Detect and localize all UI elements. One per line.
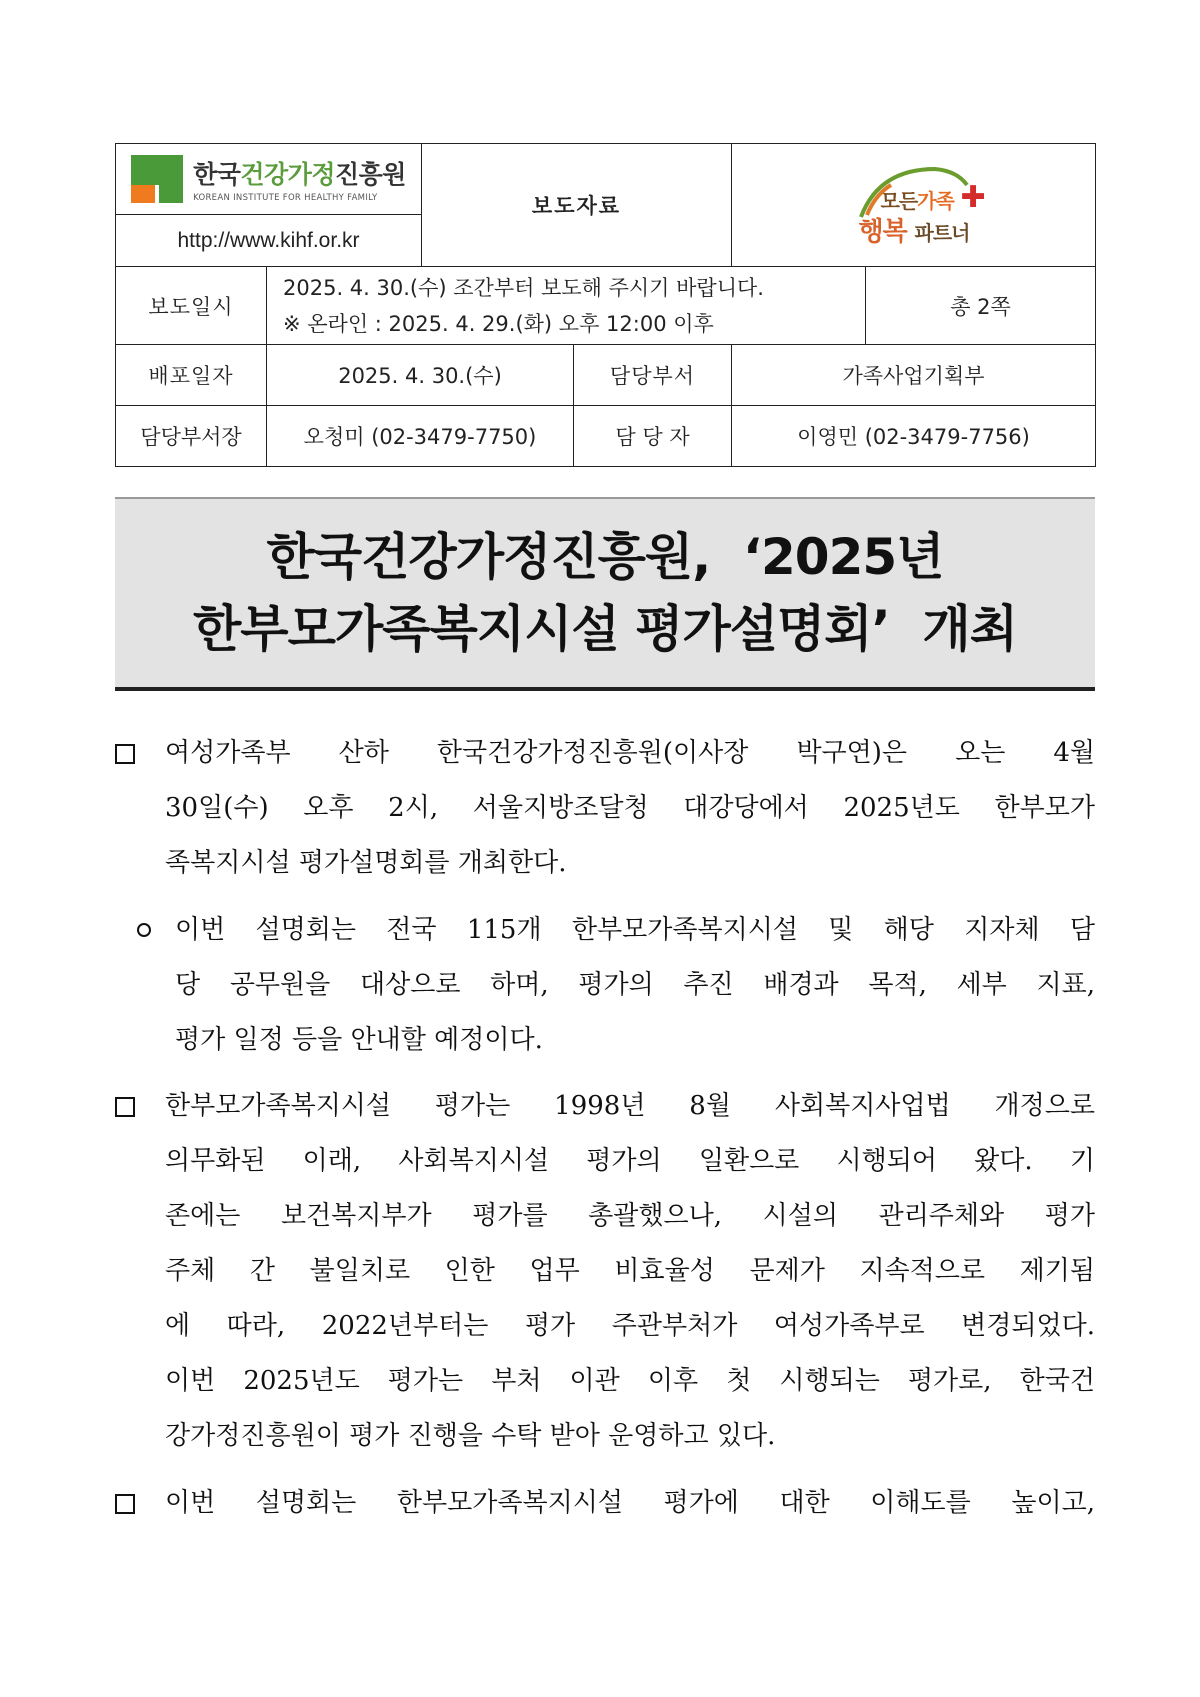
square-bullet-icon <box>115 1097 135 1117</box>
dept-head-value: 오청미 (02-3479-7750) <box>267 406 574 467</box>
paragraph-line: 여성가족부 산하 한국건강가정진흥원(이사장 박구연)은 오는 4월 <box>165 738 1095 768</box>
paragraph-1 <box>115 726 1095 891</box>
release-schedule: 2025. 4. 30.(수) 조간부터 보도해 주시기 바랍니다. ※ 온라인 : 2025. 4. 29.(화) 오후 12:00 이후 <box>267 267 866 345</box>
paragraph-line: 강가정진흥원이 평가 진행을 수탁 받아 운영하고 있다. <box>165 1421 776 1451</box>
doc-title: 보도자료 <box>422 144 732 267</box>
paragraph-line: 한부모가족복지시설 평가는 1998년 8월 사회복지사업법 개정으로 <box>165 1091 1095 1121</box>
paragraph-line: 에 따라, 2022년부터는 평가 주관부처가 여성가족부로 변경되었다. <box>165 1311 1095 1341</box>
contact-value: 이영민 (02-3479-7756) <box>732 406 1096 467</box>
paragraph-line: 의무화된 이래, 사회복지시설 평가의 일환으로 시행되어 왔다. 기 <box>165 1146 1095 1176</box>
headline-box <box>115 497 1095 691</box>
paragraph-line: 이번 설명회는 한부모가족복지시설 평가에 대한 이해도를 높이고, <box>165 1488 1095 1518</box>
org-logo <box>116 144 422 215</box>
press-header-table <box>115 143 1096 467</box>
square-bullet-icon <box>115 744 135 764</box>
headline-line-1: 한국건강가정진흥원, ‘2025년 <box>266 528 944 586</box>
dist-date-value: 2025. 4. 30.(수) <box>267 345 574 406</box>
paragraph-1-sub <box>115 903 1095 1068</box>
org-url-link[interactable]: http://www.kihf.or.kr <box>116 215 422 267</box>
paragraph-3 <box>115 1476 1095 1531</box>
org-logo-mark-icon <box>131 155 183 203</box>
paragraph-line: 당 공무원을 대상으로 하며, 평가의 추진 배경과 목적, 세부 지표, <box>175 970 1095 1000</box>
dist-date-label: 배포일자 <box>116 345 267 406</box>
dept-value: 가족사업기획부 <box>732 345 1096 406</box>
page-count: 총 2쪽 <box>866 267 1096 345</box>
org-name: 한국건강가정진흥원 <box>193 160 406 189</box>
release-label: 보도일시 <box>116 267 267 345</box>
circle-bullet-icon <box>137 923 151 937</box>
dept-label: 담당부서 <box>574 345 732 406</box>
slogan-plus-icon: ✚ <box>960 180 986 215</box>
headline-line-2: 한부모가족복지시설 평가설명회’ 개최 <box>192 600 1017 658</box>
paragraph-line: 이번 2025년도 평가는 부처 이관 이후 첫 시행되는 평가로, 한국건 <box>165 1366 1095 1396</box>
square-bullet-icon <box>115 1494 135 1514</box>
paragraph-line: 족복지시설 평가설명회를 개최한다. <box>165 848 567 878</box>
paragraph-line: 평가 일정 등을 안내할 예정이다. <box>175 1025 543 1055</box>
paragraph-line: 이번 설명회는 전국 115개 한부모가족복지시설 및 해당 지자체 담 <box>175 915 1095 945</box>
paragraph-line: 주체 간 불일치로 인한 업무 비효율성 문제가 지속적으로 제기됨 <box>165 1256 1095 1286</box>
paragraph-line: 존에는 보건복지부가 평가를 총괄했으나, 시설의 관리주체와 평가 <box>165 1201 1095 1231</box>
contact-label: 담 당 자 <box>574 406 732 467</box>
dept-head-label: 담당부서장 <box>116 406 267 467</box>
org-name-english: KOREAN INSTITUTE FOR HEALTHY FAMILY <box>193 193 378 203</box>
slogan-logo: 모든가족 ✚ 행복 파트너 <box>732 144 1096 267</box>
paragraph-line: 30일(수) 오후 2시, 서울지방조달청 대강당에서 2025년도 한부모가 <box>165 793 1095 823</box>
paragraph-2 <box>115 1079 1095 1464</box>
